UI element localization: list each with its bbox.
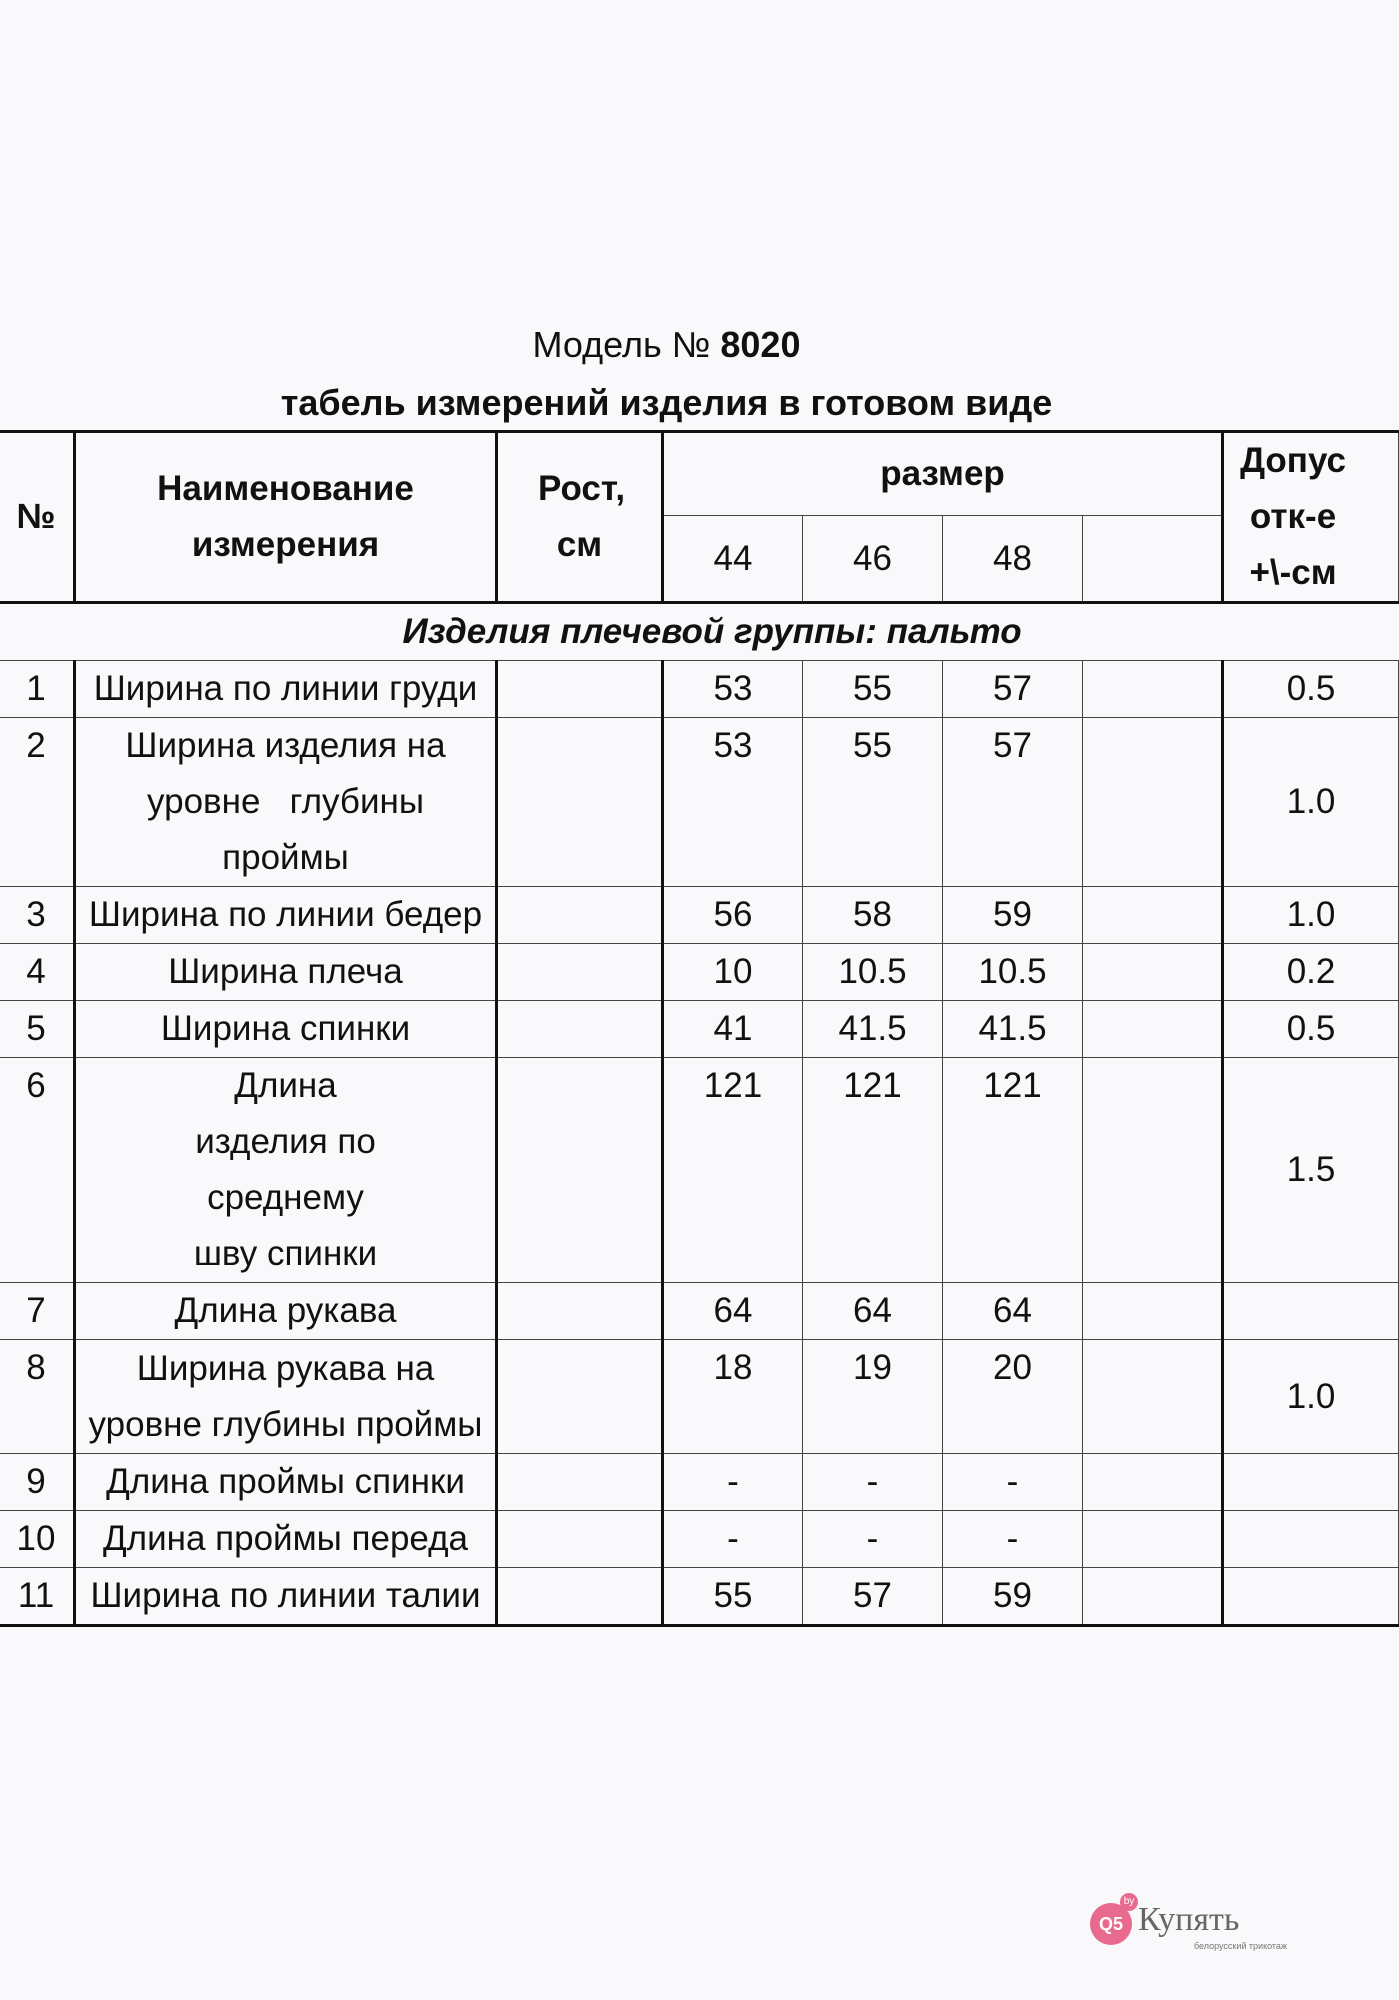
row-name [75, 718, 497, 887]
row-value: - [803, 1454, 943, 1511]
measurement-table [0, 430, 1399, 1627]
brand-logo [1090, 1895, 1290, 1955]
logo-mark-icon: Q5 [1090, 1903, 1132, 1945]
row-tolerance: 1.0 [1223, 887, 1399, 944]
row-name-text: Ширина рукава на уровне глубины проймы [88, 1348, 483, 1444]
row-value: 59 [943, 1568, 1083, 1626]
row-value: 10.5 [803, 944, 943, 1001]
row-value: 59 [943, 887, 1083, 944]
row-value: 41.5 [803, 1001, 943, 1058]
row-value: 57 [943, 718, 1083, 887]
row-height [497, 1058, 663, 1283]
row-value: 10.5 [943, 944, 1083, 1001]
row-number: 3 [0, 887, 75, 944]
row-name [75, 1058, 497, 1283]
row-height [497, 1340, 663, 1454]
row-number: 4 [0, 944, 75, 1001]
row-value: 53 [663, 661, 803, 718]
row-number: 6 [0, 1058, 75, 1283]
row-name: Длина рукава [75, 1283, 497, 1340]
row-value: - [803, 1511, 943, 1568]
row-tolerance: 1.0 [1223, 718, 1399, 887]
size-44: 44 [663, 516, 803, 603]
row-tolerance [1223, 1511, 1399, 1568]
row-value: 64 [663, 1283, 803, 1340]
row-name: Ширина по линии бедер [75, 887, 497, 944]
row-value: 64 [943, 1283, 1083, 1340]
table-row [0, 1568, 1399, 1626]
row-value: 55 [803, 718, 943, 887]
row-tolerance: 0.2 [1223, 944, 1399, 1001]
row-tolerance: 1.0 [1223, 1340, 1399, 1454]
row-value [1083, 1454, 1223, 1511]
row-name-text: Длина изделия по среднему шву спинки [193, 1066, 378, 1273]
header-name-text: Наименование измерения [157, 469, 414, 564]
row-value [1083, 1511, 1223, 1568]
row-height [497, 718, 663, 887]
row-value [1083, 1568, 1223, 1626]
row-tolerance: 0.5 [1223, 661, 1399, 718]
row-value: 56 [663, 887, 803, 944]
row-number: 7 [0, 1283, 75, 1340]
row-tolerance [1223, 1568, 1399, 1626]
logo-badge: by [1120, 1893, 1138, 1911]
model-prefix: Модель № [532, 324, 711, 365]
row-name-text: Ширина изделия на уровне глубины проймы [125, 726, 456, 877]
row-value: 55 [803, 661, 943, 718]
row-value [1083, 1283, 1223, 1340]
row-height [497, 887, 663, 944]
row-value: 18 [663, 1340, 803, 1454]
row-value [1083, 661, 1223, 718]
row-value: 41.5 [943, 1001, 1083, 1058]
header-height [497, 432, 663, 603]
row-height [497, 1001, 663, 1058]
row-name: Ширина спинки [75, 1001, 497, 1058]
row-value: 121 [943, 1058, 1083, 1283]
row-value: 64 [803, 1283, 943, 1340]
row-value: 58 [803, 887, 943, 944]
row-value: - [663, 1454, 803, 1511]
row-value: 19 [803, 1340, 943, 1454]
table-row [0, 661, 1399, 718]
row-value: - [943, 1454, 1083, 1511]
row-height [497, 1511, 663, 1568]
table-row [0, 944, 1399, 1001]
table-row [0, 1001, 1399, 1058]
size-46: 46 [803, 516, 943, 603]
row-value: 121 [663, 1058, 803, 1283]
row-value: 20 [943, 1340, 1083, 1454]
table-row [0, 1058, 1399, 1283]
table-row [0, 1340, 1399, 1454]
header-tolerance [1223, 432, 1399, 603]
row-name: Длина проймы переда [75, 1511, 497, 1568]
row-tolerance: 0.5 [1223, 1001, 1399, 1058]
logo-tagline: белорусский трикотаж [1194, 1941, 1287, 1951]
row-value: 41 [663, 1001, 803, 1058]
row-value: 55 [663, 1568, 803, 1626]
table-row [0, 1283, 1399, 1340]
row-tolerance [1223, 1283, 1399, 1340]
size-48: 48 [943, 516, 1083, 603]
row-value: 10 [663, 944, 803, 1001]
header-size: размер [663, 432, 1223, 516]
header-name [75, 432, 497, 603]
row-name [75, 1340, 497, 1454]
table-row [0, 718, 1399, 887]
header-height-text: Рост, см [538, 469, 626, 564]
row-height [497, 661, 663, 718]
row-value [1083, 1001, 1223, 1058]
row-value: 57 [803, 1568, 943, 1626]
section-title: Изделия плечевой группы: пальто [0, 603, 1399, 661]
row-height [497, 1283, 663, 1340]
table-row [0, 887, 1399, 944]
row-value [1083, 718, 1223, 887]
row-name: Ширина по линии груди [75, 661, 497, 718]
row-name: Длина проймы спинки [75, 1454, 497, 1511]
logo-name: Купять [1138, 1901, 1240, 1938]
row-height [497, 1454, 663, 1511]
size-empty [1083, 516, 1223, 603]
row-value [1083, 1340, 1223, 1454]
row-value [1083, 1058, 1223, 1283]
header-tolerance-text: Допус отк-е +\-см [1240, 441, 1347, 592]
row-name: Ширина по линии талии [75, 1568, 497, 1626]
row-number: 8 [0, 1340, 75, 1454]
model-number: 8020 [720, 324, 801, 365]
row-value: 53 [663, 718, 803, 887]
row-value [1083, 887, 1223, 944]
table-subtitle: табель измерений изделия в готовом виде [280, 382, 1053, 423]
table-row [0, 1454, 1399, 1511]
header-number: № [0, 432, 75, 603]
row-value: 121 [803, 1058, 943, 1283]
row-number: 5 [0, 1001, 75, 1058]
row-value: 57 [943, 661, 1083, 718]
row-tolerance [1223, 1454, 1399, 1511]
row-number: 2 [0, 718, 75, 887]
row-number: 11 [0, 1568, 75, 1626]
table-row [0, 1511, 1399, 1568]
row-number: 10 [0, 1511, 75, 1568]
row-tolerance: 1.5 [1223, 1058, 1399, 1283]
row-height [497, 944, 663, 1001]
row-number: 9 [0, 1454, 75, 1511]
row-value: - [663, 1511, 803, 1568]
model-title [0, 324, 1333, 366]
row-number: 1 [0, 661, 75, 718]
row-value: - [943, 1511, 1083, 1568]
row-value [1083, 944, 1223, 1001]
row-name: Ширина плеча [75, 944, 497, 1001]
row-height [497, 1568, 663, 1626]
